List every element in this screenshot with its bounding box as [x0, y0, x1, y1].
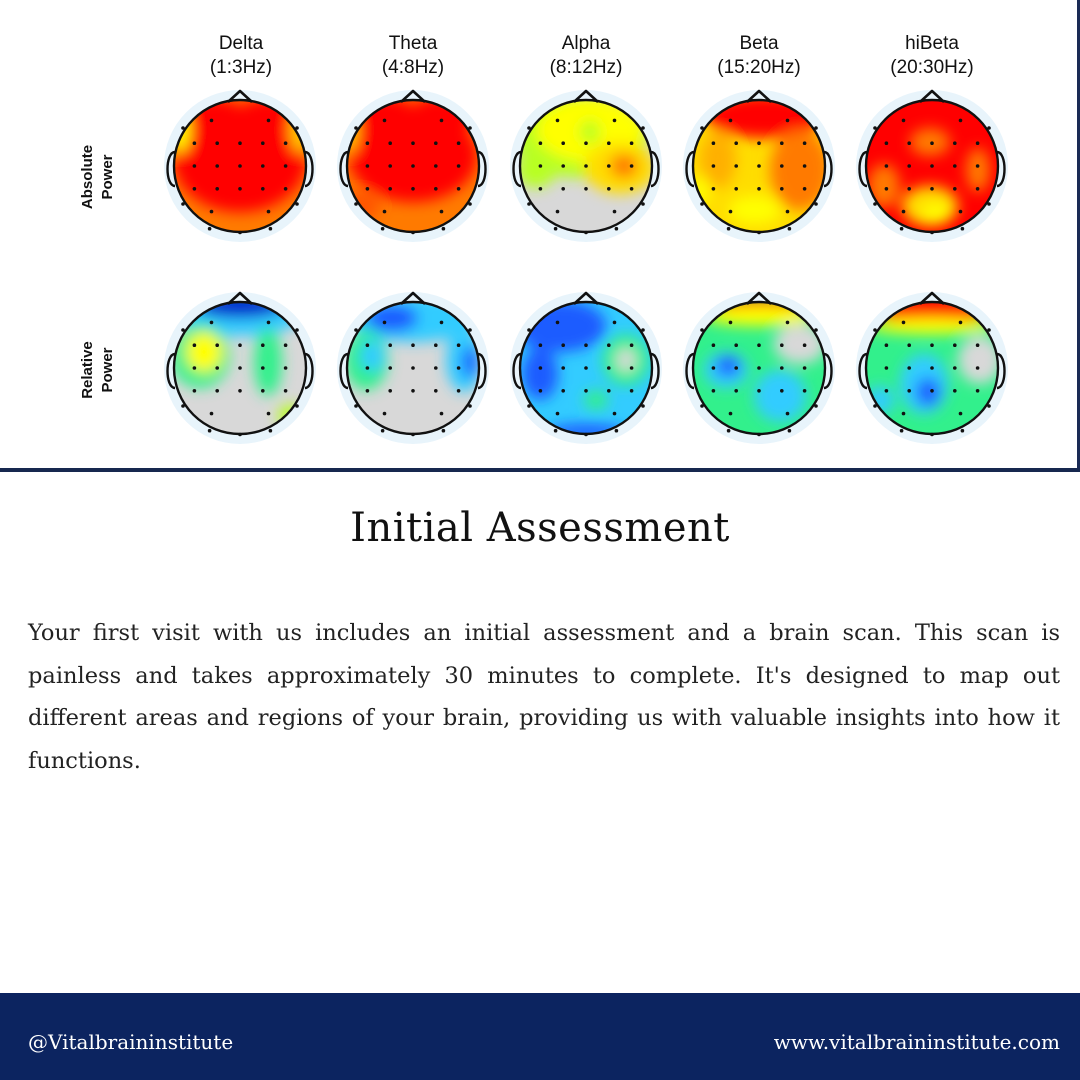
electrode-dot — [930, 187, 934, 191]
electrode-dot — [539, 187, 543, 191]
electrode-dot — [269, 429, 273, 433]
electrode-dot — [215, 187, 219, 191]
electrode-dot — [641, 404, 645, 408]
electrode-dot — [729, 321, 733, 325]
electrode-dot — [261, 164, 265, 168]
electrode-dot — [885, 366, 889, 370]
electrode-dot — [539, 141, 543, 145]
electrode-dot — [411, 433, 415, 437]
band-name: Delta — [218, 33, 264, 54]
electrode-dot — [700, 328, 704, 332]
electrode-dot — [388, 187, 392, 191]
electrode-dot — [786, 412, 790, 416]
electrode-dot — [873, 202, 877, 206]
electrode-dot — [440, 119, 444, 123]
electrode-dot — [381, 227, 385, 231]
electrode-dot — [930, 433, 934, 437]
electrode-dot — [803, 343, 807, 347]
electrode-dot — [607, 164, 611, 168]
electrode-dot — [700, 404, 704, 408]
electrode-dot — [780, 164, 784, 168]
electrode-dot — [295, 404, 299, 408]
electrode-dot — [729, 412, 733, 416]
electrode-dot — [987, 126, 991, 130]
electrode-dot — [457, 187, 461, 191]
electrode-dot — [757, 343, 761, 347]
band-range: (8:12Hz) — [549, 57, 623, 78]
electrode-dot — [238, 366, 242, 370]
electrode-dot — [238, 231, 242, 235]
electrode-dot — [556, 321, 560, 325]
section-body: Your first visit with us includes an initial assessment and a brain scan. This scan is painless and takes approximately 30 minutes to complete. It's designed to map out different areas and regions of your brain, providing us with valuable insights into how it functions. — [28, 620, 1060, 774]
electrode-dot — [388, 343, 392, 347]
electrode-dot — [907, 389, 911, 393]
electrode-dot — [457, 366, 461, 370]
band-name: hiBeta — [905, 33, 959, 54]
electrode-dot — [215, 164, 219, 168]
electrode-dot — [902, 321, 906, 325]
electrode-dot — [959, 210, 963, 214]
electrode-dot — [976, 141, 980, 145]
electrode-dot — [411, 366, 415, 370]
electrode-dot — [561, 389, 565, 393]
electrode-dot — [561, 141, 565, 145]
electrode-dot — [295, 202, 299, 206]
brain-map-figure — [0, 0, 1080, 470]
electrode-dot — [873, 126, 877, 130]
electrode-dot — [630, 164, 634, 168]
electrode-dot — [641, 126, 645, 130]
electrode-dot — [388, 164, 392, 168]
section-title: Initial Assessment — [350, 505, 730, 551]
electrode-dot — [440, 412, 444, 416]
electrode-dot — [539, 389, 543, 393]
electrode-dot — [434, 141, 438, 145]
electrode-dot — [987, 202, 991, 206]
electrode-dot — [381, 429, 385, 433]
electrode-dot — [434, 343, 438, 347]
electrode-dot — [757, 141, 761, 145]
electrode-dot — [434, 187, 438, 191]
electrode-dot — [630, 389, 634, 393]
electrode-dot — [757, 433, 761, 437]
band-name: Beta — [739, 33, 779, 54]
electrode-dot — [959, 119, 963, 123]
electrode-dot — [734, 141, 738, 145]
electrode-dot — [729, 210, 733, 214]
electrode-dot — [780, 343, 784, 347]
electrode-dot — [757, 187, 761, 191]
band-range: (15:20Hz) — [717, 57, 801, 78]
electrode-dot — [267, 210, 271, 214]
electrode-dot — [411, 389, 415, 393]
electrode-dot — [554, 429, 558, 433]
electrode-dot — [556, 119, 560, 123]
electrode-dot — [803, 389, 807, 393]
electrode-dot — [873, 404, 877, 408]
electrode-dot — [561, 366, 565, 370]
electrode-dot — [987, 328, 991, 332]
electrode-dot — [780, 141, 784, 145]
electrode-dot — [215, 366, 219, 370]
electrode-dot — [284, 164, 288, 168]
electrode-dot — [215, 141, 219, 145]
electrode-dot — [193, 141, 197, 145]
topographic-maps — [0, 0, 1080, 470]
electrode-dot — [803, 366, 807, 370]
electrode-dot — [238, 389, 242, 393]
electrode-dot — [803, 141, 807, 145]
electrode-dot — [354, 404, 358, 408]
electrode-dot — [215, 343, 219, 347]
electrode-dot — [885, 389, 889, 393]
electrode-dot — [757, 366, 761, 370]
electrode-dot — [584, 343, 588, 347]
electrode-dot — [607, 141, 611, 145]
electrode-dot — [383, 119, 387, 123]
electrode-dot — [976, 164, 980, 168]
electrode-dot — [193, 164, 197, 168]
electrode-dot — [615, 429, 619, 433]
electrode-dot — [411, 187, 415, 191]
electrode-dot — [383, 412, 387, 416]
electrode-dot — [630, 366, 634, 370]
electrode-dot — [584, 366, 588, 370]
electrode-dot — [780, 187, 784, 191]
electrode-dot — [366, 141, 370, 145]
electrode-dot — [987, 404, 991, 408]
electrode-dot — [434, 164, 438, 168]
electrode-dot — [885, 187, 889, 191]
electrode-dot — [630, 141, 634, 145]
row-label-line1: Absolute — [79, 144, 96, 210]
electrode-dot — [383, 321, 387, 325]
band-range: (4:8Hz) — [381, 57, 445, 78]
electrode-dot — [539, 366, 543, 370]
electrode-dot — [584, 187, 588, 191]
electrode-dot — [354, 328, 358, 332]
electrode-dot — [907, 366, 911, 370]
electrode-dot — [959, 321, 963, 325]
electrode-dot — [269, 227, 273, 231]
electrode-dot — [953, 343, 957, 347]
electrode-dot — [238, 164, 242, 168]
electrode-dot — [734, 164, 738, 168]
electrode-dot — [554, 227, 558, 231]
electrode-dot — [193, 366, 197, 370]
electrode-dot — [457, 389, 461, 393]
electrode-dot — [261, 366, 265, 370]
electrode-dot — [959, 412, 963, 416]
electrode-dot — [734, 366, 738, 370]
electrode-dot — [366, 343, 370, 347]
electrode-dot — [613, 412, 617, 416]
electrode-dot — [607, 187, 611, 191]
electrode-dot — [641, 328, 645, 332]
electrode-dot — [267, 412, 271, 416]
electrode-dot — [388, 141, 392, 145]
electrode-dot — [976, 343, 980, 347]
row-label-line1: Relative — [79, 341, 96, 399]
electrode-dot — [788, 429, 792, 433]
electrode-dot — [953, 164, 957, 168]
electrode-dot — [181, 404, 185, 408]
electrode-dot — [885, 343, 889, 347]
electrode-dot — [295, 126, 299, 130]
electrode-dot — [727, 227, 731, 231]
electrode-dot — [388, 366, 392, 370]
electrode-dot — [641, 202, 645, 206]
electrode-dot — [902, 210, 906, 214]
electrode-dot — [727, 429, 731, 433]
electrode-dot — [630, 343, 634, 347]
electrode-dot — [383, 210, 387, 214]
electrode-dot — [181, 202, 185, 206]
electrode-dot — [215, 389, 219, 393]
electrode-dot — [734, 389, 738, 393]
electrode-dot — [885, 164, 889, 168]
electrode-dot — [284, 389, 288, 393]
electrode-dot — [468, 202, 472, 206]
electrode-dot — [907, 343, 911, 347]
electrode-dot — [238, 343, 242, 347]
electrode-dot — [267, 119, 271, 123]
electrode-dot — [457, 141, 461, 145]
electrode-dot — [900, 227, 904, 231]
electrode-dot — [366, 389, 370, 393]
electrode-dot — [284, 187, 288, 191]
electrode-dot — [584, 141, 588, 145]
electrode-dot — [976, 389, 980, 393]
electrode-dot — [757, 164, 761, 168]
electrode-dot — [411, 231, 415, 235]
electrode-dot — [527, 404, 531, 408]
electrode-dot — [468, 126, 472, 130]
electrode-dot — [208, 429, 212, 433]
electrode-dot — [734, 343, 738, 347]
electrode-dot — [803, 164, 807, 168]
electrode-dot — [712, 366, 716, 370]
electrode-dot — [902, 412, 906, 416]
electrode-dot — [907, 164, 911, 168]
electrode-dot — [607, 343, 611, 347]
electrode-dot — [527, 126, 531, 130]
electrode-dot — [712, 343, 716, 347]
electrode-dot — [442, 227, 446, 231]
electrode-dot — [712, 187, 716, 191]
electrode-dot — [873, 328, 877, 332]
electrode-dot — [527, 328, 531, 332]
electrode-dot — [561, 343, 565, 347]
website-link[interactable]: www.vitalbraininstitute.com — [773, 1030, 1060, 1054]
electrode-dot — [442, 429, 446, 433]
electrode-dot — [210, 119, 214, 123]
electrode-dot — [267, 321, 271, 325]
electrode-dot — [584, 231, 588, 235]
electrode-dot — [930, 141, 934, 145]
social-handle-link[interactable]: @Vitalbraininstitute — [28, 1030, 234, 1054]
electrode-dot — [803, 187, 807, 191]
electrode-dot — [712, 389, 716, 393]
electrode-dot — [261, 343, 265, 347]
electrode-dot — [712, 141, 716, 145]
electrode-dot — [584, 433, 588, 437]
electrode-dot — [757, 389, 761, 393]
electrode-dot — [468, 404, 472, 408]
row-label-line2: Power — [99, 347, 116, 393]
electrode-dot — [712, 164, 716, 168]
electrode-dot — [780, 389, 784, 393]
electrode-dot — [814, 328, 818, 332]
electrode-dot — [261, 141, 265, 145]
electrode-dot — [434, 389, 438, 393]
electrode-dot — [584, 389, 588, 393]
electrode-dot — [210, 412, 214, 416]
electrode-dot — [630, 187, 634, 191]
electrode-dot — [607, 366, 611, 370]
figure-border-bottom — [0, 468, 1080, 472]
electrode-dot — [366, 187, 370, 191]
electrode-dot — [961, 227, 965, 231]
electrode-dot — [613, 119, 617, 123]
electrode-dot — [295, 328, 299, 332]
electrode-dot — [388, 389, 392, 393]
electrode-dot — [366, 366, 370, 370]
electrode-dot — [814, 126, 818, 130]
electrode-dot — [457, 164, 461, 168]
electrode-dot — [607, 389, 611, 393]
electrode-dot — [366, 164, 370, 168]
electrode-dot — [208, 227, 212, 231]
band-name: Theta — [388, 33, 438, 54]
electrode-dot — [434, 366, 438, 370]
electrode-dot — [700, 202, 704, 206]
electrode-dot — [284, 343, 288, 347]
electrode-dot — [440, 210, 444, 214]
electrode-dot — [539, 343, 543, 347]
electrode-dot — [976, 187, 980, 191]
electrode-dot — [788, 227, 792, 231]
electrode-dot — [930, 231, 934, 235]
electrode-dot — [181, 328, 185, 332]
electrode-dot — [953, 366, 957, 370]
electrode-dot — [261, 187, 265, 191]
electrode-dot — [786, 210, 790, 214]
electrode-dot — [615, 227, 619, 231]
electrode-dot — [193, 343, 197, 347]
electrode-dot — [907, 141, 911, 145]
electrode-dot — [411, 164, 415, 168]
electrode-dot — [210, 321, 214, 325]
electrode-dot — [930, 164, 934, 168]
electrode-dot — [786, 321, 790, 325]
electrode-dot — [238, 187, 242, 191]
electrode-dot — [556, 210, 560, 214]
electrode-dot — [284, 141, 288, 145]
electrode-dot — [786, 119, 790, 123]
electrode-dot — [953, 141, 957, 145]
electrode-dot — [539, 164, 543, 168]
electrode-dot — [953, 389, 957, 393]
electrode-dot — [930, 366, 934, 370]
electrode-dot — [757, 231, 761, 235]
electrode-dot — [961, 429, 965, 433]
band-name: Alpha — [561, 33, 611, 54]
electrode-dot — [468, 328, 472, 332]
electrode-dot — [193, 389, 197, 393]
electrode-dot — [900, 429, 904, 433]
electrode-dot — [411, 141, 415, 145]
electrode-dot — [284, 366, 288, 370]
electrode-dot — [440, 321, 444, 325]
electrode-dot — [411, 343, 415, 347]
electrode-dot — [210, 210, 214, 214]
electrode-dot — [814, 404, 818, 408]
electrode-dot — [814, 202, 818, 206]
electrode-dot — [193, 187, 197, 191]
electrode-dot — [261, 389, 265, 393]
electrode-dot — [238, 433, 242, 437]
electrode-dot — [780, 366, 784, 370]
electrode-dot — [613, 321, 617, 325]
electrode-dot — [930, 389, 934, 393]
electrode-dot — [734, 187, 738, 191]
electrode-dot — [902, 119, 906, 123]
row-label-line2: Power — [99, 154, 116, 200]
band-range: (1:3Hz) — [209, 57, 273, 78]
electrode-dot — [556, 412, 560, 416]
electrode-dot — [561, 164, 565, 168]
electrode-dot — [953, 187, 957, 191]
electrode-dot — [584, 164, 588, 168]
electrode-dot — [354, 202, 358, 206]
electrode-dot — [527, 202, 531, 206]
electrode-dot — [613, 210, 617, 214]
electrode-dot — [930, 343, 934, 347]
electrode-dot — [700, 126, 704, 130]
electrode-dot — [907, 187, 911, 191]
electrode-dot — [354, 126, 358, 130]
electrode-dot — [976, 366, 980, 370]
electrode-dot — [729, 119, 733, 123]
electrode-dot — [181, 126, 185, 130]
electrode-dot — [238, 141, 242, 145]
electrode-dot — [457, 343, 461, 347]
electrode-dot — [885, 141, 889, 145]
electrode-dot — [561, 187, 565, 191]
band-range: (20:30Hz) — [890, 57, 974, 78]
